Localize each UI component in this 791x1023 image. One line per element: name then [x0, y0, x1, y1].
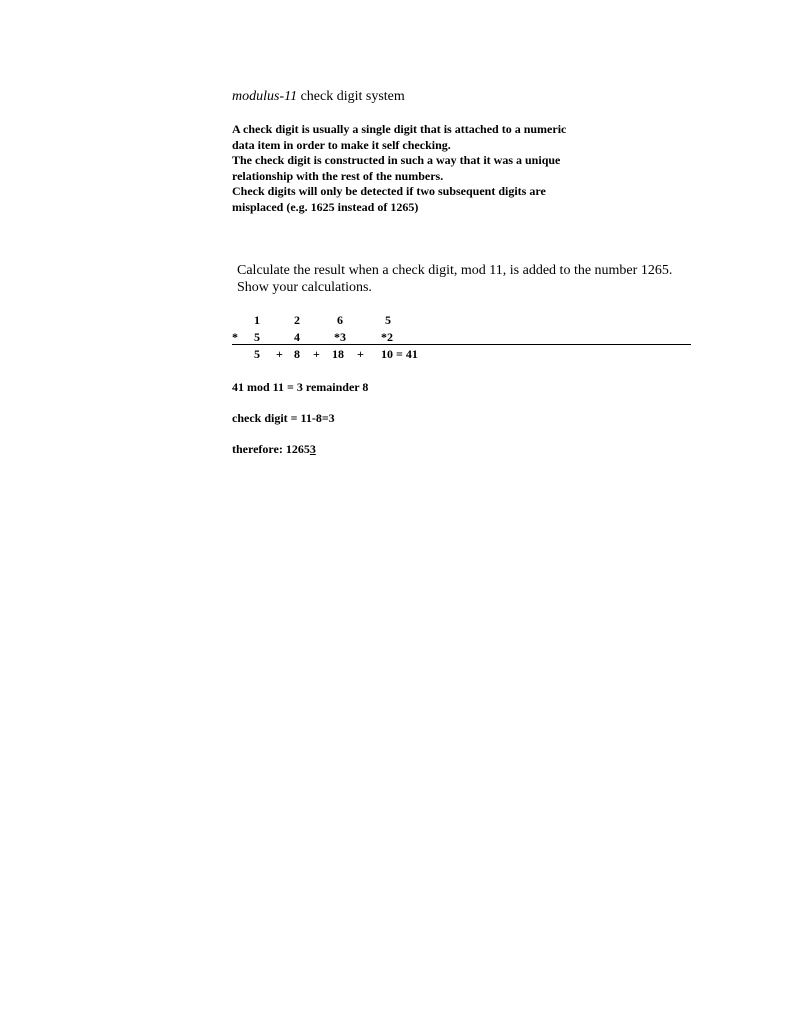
therefore-line [232, 442, 316, 457]
question-text [237, 262, 672, 296]
intro-line: Check digits will only be detected if two subsequent digits are [232, 184, 546, 199]
question-line: Show your calculations. [237, 280, 372, 295]
check-digit-underlined: 3 [309, 442, 316, 456]
intro-line: A check digit is usually a single digit that is attached to a numeric [232, 122, 567, 136]
weight-2: 4 [294, 330, 300, 344]
digit-1: 1 [254, 313, 260, 327]
weight-4: *2 [381, 330, 393, 344]
intro-paragraph [232, 122, 566, 216]
mod-result-line: 41 mod 11 = 3 remainder 8 [232, 380, 369, 394]
intro-line: data item in order to make it self checking. [232, 137, 451, 152]
plus-sign: + [357, 347, 364, 361]
question-line: Calculate the result when a check digit, mod 11, is added to the number 1265. [237, 263, 673, 278]
plus-sign: + [313, 347, 320, 361]
product-total: 10 = 41 [381, 347, 418, 361]
product-2: 8 [294, 347, 300, 361]
multiply-sign: * [232, 330, 238, 344]
check-digit-line: check digit = 11-8=3 [232, 411, 335, 425]
product-1: 5 [254, 347, 260, 361]
product-3: 18 [332, 347, 344, 361]
digit-4: 5 [385, 313, 391, 327]
title-rest: check digit system [297, 89, 405, 104]
weight-3: *3 [334, 330, 346, 344]
digit-2: 2 [294, 313, 300, 327]
intro-line: misplaced (e.g. 1625 instead of 1265) [232, 199, 419, 214]
intro-line: The check digit is constructed in such a way that it was a unique [232, 153, 561, 168]
title-italic: modulus-11 [232, 89, 298, 104]
calculation-rule [232, 344, 691, 345]
digit-3: 6 [337, 313, 343, 327]
weight-1: 5 [254, 330, 260, 344]
document-title [232, 89, 405, 105]
plus-sign: + [276, 347, 283, 361]
therefore-prefix: therefore: 1265 [232, 442, 310, 456]
intro-line: relationship with the rest of the numbers. [232, 168, 444, 183]
